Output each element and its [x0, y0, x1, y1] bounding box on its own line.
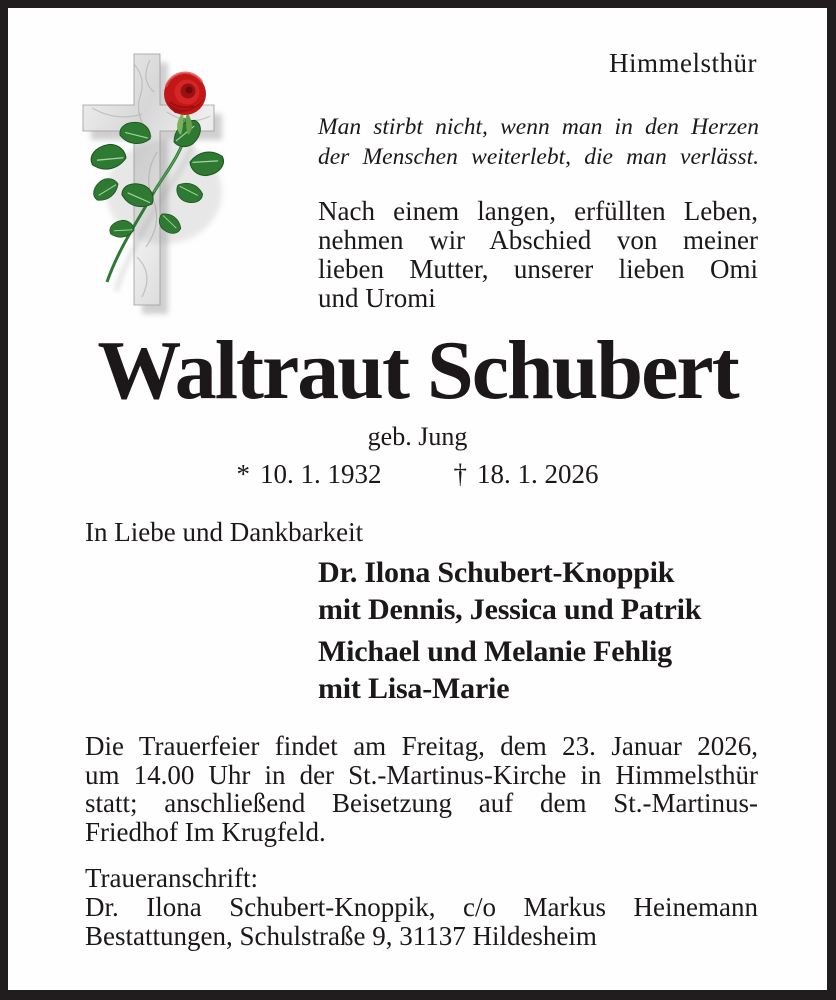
closing-line: In Liebe und Dankbarkeit: [85, 517, 364, 547]
cross-rose-icon: [62, 42, 252, 324]
town-label: Himmelsthür: [609, 48, 757, 78]
quote-line: Man stirbt nicht, wenn man in den Herzen: [318, 114, 759, 140]
intro-line: und Uromi: [318, 283, 436, 313]
mourner-group: [318, 633, 763, 707]
intro-line: lieben Mutter, unserer lieben Omi: [318, 254, 758, 284]
maiden-name: geb. Jung: [367, 422, 468, 451]
address-line: Dr. Ilona Schubert-Knoppik, c/o Markus Heinemann: [85, 892, 758, 922]
funeral-line: statt; anschließend Beisetzung auf dem St.-Martinus-: [85, 788, 758, 818]
funeral-line: Friedhof Im Krugfeld.: [85, 816, 326, 847]
cross-rose-image: [62, 42, 252, 324]
deceased-name: Waltraut Schubert: [97, 324, 738, 417]
mourners-list: [318, 554, 763, 707]
birth-star-icon: *: [236, 459, 250, 489]
epitaph-quote: [318, 112, 759, 172]
death-cross-icon: †: [453, 459, 467, 489]
mourner-line: mit Dennis, Jessica und Patrik: [318, 593, 702, 626]
birth-date-value: 10. 1. 1932: [260, 459, 382, 489]
funeral-line: um 14.00 Uhr in der St.-Martinus-Kirche in Himmelsthür: [85, 759, 758, 790]
address-label: Traueranschrift:: [85, 863, 258, 893]
address-line: Bestattungen, Schulstraße 9, 31137 Hildesheim: [85, 921, 597, 951]
funeral-line: Die Trauerfeier findet am Freitag, dem 23. Januar 2026,: [85, 731, 758, 761]
life-dates: [8, 460, 827, 488]
birth-date: [237, 460, 382, 488]
intro-line: Nach einem langen, erfüllten Leben,: [318, 196, 758, 226]
mourning-address-block: [85, 864, 758, 951]
death-date-value: 18. 1. 2026: [477, 459, 599, 489]
mourner-line: Dr. Ilona Schubert-Knoppik: [318, 556, 675, 589]
funeral-info-paragraph: [85, 732, 758, 846]
mourner-line: mit Lisa-Marie: [318, 672, 510, 705]
intro-paragraph: [318, 197, 758, 313]
death-date: [454, 460, 599, 488]
intro-line: nehmen wir Abschied von meiner: [318, 225, 758, 255]
mourner-line: Michael und Melanie Fehlig: [318, 635, 672, 668]
mourner-group: [318, 554, 763, 628]
quote-line: der Menschen weiterlebt, die man verlässt.: [318, 144, 759, 170]
